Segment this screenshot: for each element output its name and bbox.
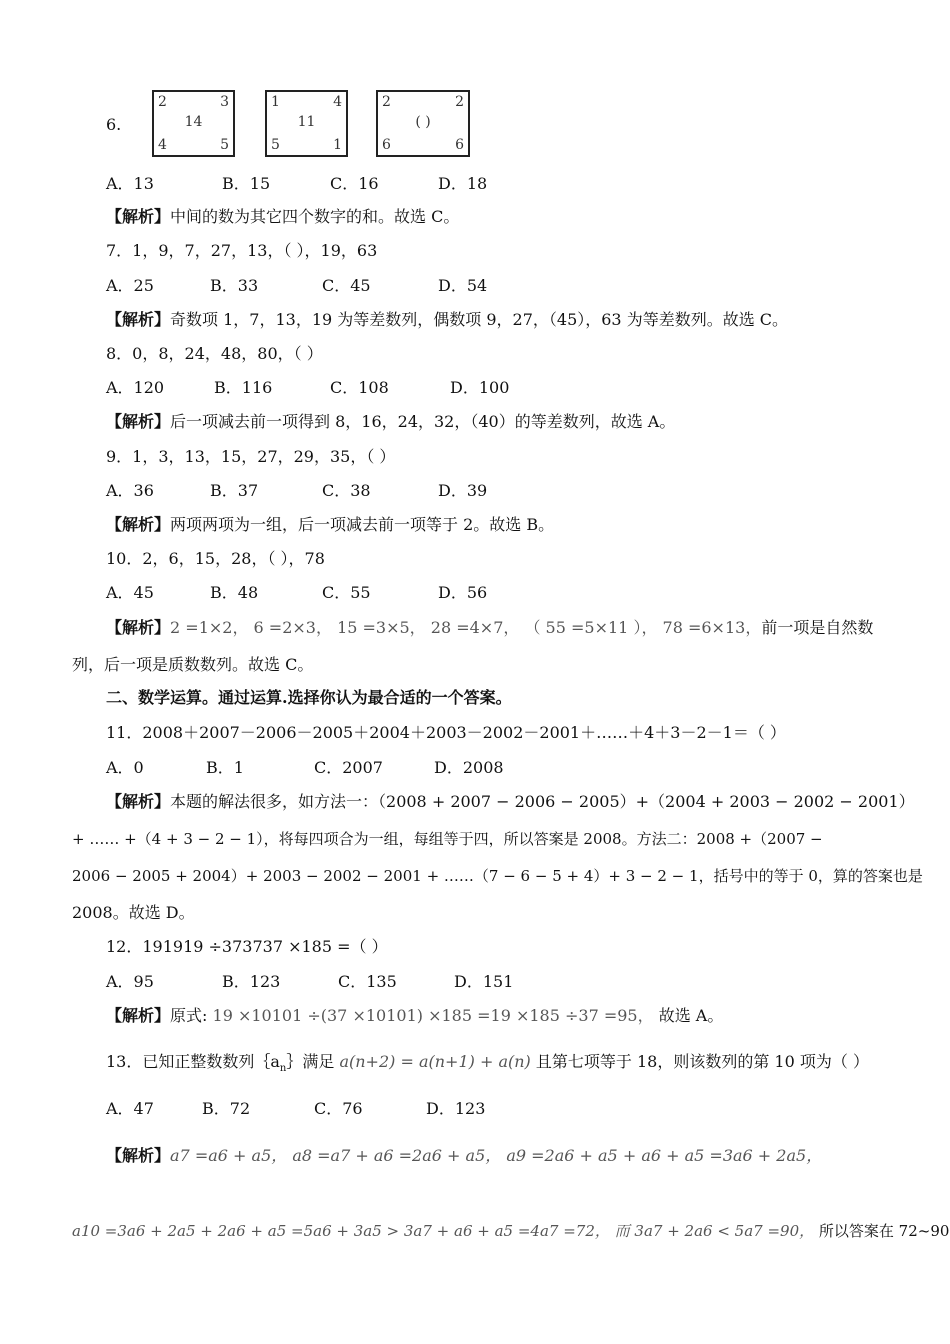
q13-question-pre: 13．已知正整数数列｛a — [106, 1052, 280, 1071]
q11-option-b[interactable]: B．1 — [206, 758, 244, 777]
q8-analysis — [106, 412, 675, 432]
q7-analysis-text: 奇数项 1，7，13，19 为等差数列，偶数项 9，27，（45），63 为等差数列。故选 C。 — [170, 310, 789, 329]
q6-number: 6. — [106, 115, 122, 134]
q6-option-b[interactable]: B．15 — [222, 174, 271, 193]
q13-question-sub: n — [279, 1063, 287, 1075]
q7-question: 7．1，9，7，27，13，（ ），19，63 — [106, 241, 378, 260]
q10-analysis-formula: 2 =1×2， 6 =2×3， 15 =3×5， 28 =4×7， （ 55 =5×11 ）， 78 =6×13， — [170, 618, 762, 637]
q10-question: 10．2，6，15，28，（ ），78 — [106, 549, 325, 568]
q9-analysis — [106, 515, 554, 535]
analysis-label: 【解析】 — [106, 207, 171, 226]
q7-option-d[interactable]: D．54 — [438, 276, 488, 295]
q6-box-2 — [265, 90, 348, 157]
box2-center: 11 — [297, 114, 316, 130]
q12-option-c[interactable]: C．135 — [338, 972, 397, 991]
q8-analysis-text: 后一项减去前一项得到 8，16，24，32，（40）的等差数列，故选 A。 — [170, 412, 676, 431]
q10-option-b[interactable]: B．48 — [210, 583, 259, 602]
q13-option-c[interactable]: C．76 — [314, 1099, 363, 1118]
q7-option-b[interactable]: B．33 — [210, 276, 259, 295]
q9-option-a[interactable]: A．36 — [106, 481, 154, 500]
q7-option-c[interactable]: C．45 — [322, 276, 371, 295]
box1-top-right: 3 — [220, 94, 229, 110]
q13-analysis-line2-row — [72, 1221, 949, 1241]
q10-analysis-tail: 前一项是自然数 — [761, 618, 874, 637]
q7-option-a[interactable]: A．25 — [106, 276, 154, 295]
box1-top-left: 2 — [158, 94, 167, 110]
q9-option-b[interactable]: B．37 — [210, 481, 259, 500]
box1-center: 14 — [184, 114, 203, 130]
q10-analysis-line2: 列，后一项是质数数列。故选 C。 — [72, 655, 314, 674]
q13-question-post: 且第七项等于 18，则该数列的第 10 项为（ ） — [535, 1052, 869, 1071]
q13-analysis-line2: a10 =3a6 + 2a5 + 2a6 + a5 =5a6 + 3a5 > 3a7 + a6 + a5 =4a7 =72， 而 3a7 + 2a6 < 5a7 =90， — [72, 1222, 815, 1240]
q11-question: 11．2008＋2007－2006－2005＋2004＋2003－2002－2001＋……＋4＋3－2－1＝（ ） — [106, 723, 786, 742]
q6-option-a[interactable]: A．13 — [106, 174, 154, 193]
q12-option-d[interactable]: D．151 — [454, 972, 514, 991]
q6-analysis — [106, 207, 459, 227]
q13-option-b[interactable]: B．72 — [202, 1099, 251, 1118]
q9-option-d[interactable]: D．39 — [438, 481, 488, 500]
q13-question-mid: ｝满足 — [286, 1052, 335, 1071]
analysis-label: 【解析】 — [106, 618, 171, 637]
q8-question: 8．0，8，24，48，80，（ ） — [106, 344, 323, 363]
box3-bottom-right: 6 — [455, 137, 464, 153]
q12-analysis-prefix: 原式: — [170, 1006, 208, 1025]
q13-option-a[interactable]: A．47 — [106, 1099, 154, 1118]
q11-analysis-line4: 2008。故选 D。 — [72, 903, 195, 922]
box3-top-right: 2 — [455, 94, 464, 110]
q13-analysis-line2-tail: 所以答案在 72~90 — [818, 1222, 950, 1240]
q12-option-b[interactable]: B．123 — [222, 972, 281, 991]
q10-option-c[interactable]: C．55 — [322, 583, 371, 602]
q13-question-formula: a(n+2) = a(n+1) + a(n) — [339, 1052, 531, 1071]
analysis-label: 【解析】 — [106, 412, 171, 431]
q7-analysis — [106, 310, 788, 330]
q12-analysis-formula: 19 ×10101 ÷(37 ×10101) ×185 =19 ×185 ÷37 =95， — [212, 1006, 654, 1025]
box2-bottom-left: 5 — [271, 137, 280, 153]
q9-analysis-text: 两项两项为一组，后一项减去前一项等于 2。故选 B。 — [170, 515, 555, 534]
q8-option-c[interactable]: C．108 — [330, 378, 389, 397]
analysis-label: 【解析】 — [106, 515, 171, 534]
box3-bottom-left: 6 — [382, 137, 391, 153]
q11-analysis — [106, 792, 915, 812]
analysis-label: 【解析】 — [106, 1146, 171, 1165]
q11-option-c[interactable]: C．2007 — [314, 758, 383, 777]
q11-option-a[interactable]: A．0 — [106, 758, 144, 777]
box2-bottom-right: 1 — [333, 137, 342, 153]
q11-analysis-line1: 本题的解法很多，如方法一：（2008 + 2007 − 2006 − 2005）+（2004 + 2003 − 2002 − 2001） — [170, 792, 915, 811]
box2-top-left: 1 — [271, 94, 280, 110]
q6-option-c[interactable]: C．16 — [330, 174, 379, 193]
q11-analysis-line2: + …… +（4 + 3 − 2 − 1），将每四项合为一组，每组等于四，所以答案是 2008。方法二：2008 +（2007 − — [72, 830, 823, 848]
q12-option-a[interactable]: A．95 — [106, 972, 154, 991]
box2-top-right: 4 — [333, 94, 342, 110]
section-heading: 二、数学运算。通过运算.选择你认为最合适的一个答案。 — [106, 688, 512, 707]
q10-option-a[interactable]: A．45 — [106, 583, 154, 602]
q10-option-d[interactable]: D．56 — [438, 583, 488, 602]
q13-analysis — [106, 1146, 822, 1166]
q12-analysis — [106, 1006, 723, 1026]
q6-analysis-text: 中间的数为其它四个数字的和。故选 C。 — [170, 207, 460, 226]
q6-option-d[interactable]: D．18 — [438, 174, 488, 193]
analysis-label: 【解析】 — [106, 792, 171, 811]
analysis-label: 【解析】 — [106, 310, 171, 329]
q9-question: 9．1，3，13，15，27，29，35，（ ） — [106, 447, 396, 466]
q11-analysis-line3: 2006 − 2005 + 2004）+ 2003 − 2002 − 2001 + ……（7 − 6 − 5 + 4）+ 3 − 2 − 1，括号中的等于 0，算的答案也是 — [72, 867, 923, 885]
q9-option-c[interactable]: C．38 — [322, 481, 371, 500]
q8-option-d[interactable]: D．100 — [450, 378, 510, 397]
q6-box-1 — [152, 90, 235, 157]
analysis-label: 【解析】 — [106, 1006, 171, 1025]
box3-center: ( ) — [415, 114, 431, 130]
box1-bottom-left: 4 — [158, 137, 167, 153]
q8-option-a[interactable]: A．120 — [106, 378, 165, 397]
q13-question — [106, 1052, 869, 1079]
box1-bottom-right: 5 — [220, 137, 229, 153]
q12-question: 12．191919 ÷373737 ×185 =（ ） — [106, 937, 388, 956]
q13-option-d[interactable]: D．123 — [426, 1099, 486, 1118]
q8-option-b[interactable]: B．116 — [214, 378, 273, 397]
q6-box-3 — [376, 90, 470, 157]
box3-top-left: 2 — [382, 94, 391, 110]
q12-analysis-tail: 故选 A。 — [658, 1006, 724, 1025]
q10-analysis — [106, 618, 873, 638]
q11-option-d[interactable]: D．2008 — [434, 758, 504, 777]
q13-analysis-line1: a7 =a6 + a5， a8 =a7 + a6 =2a6 + a5， a9 =2a6 + a5 + a6 + a5 =3a6 + 2a5， — [170, 1146, 823, 1165]
